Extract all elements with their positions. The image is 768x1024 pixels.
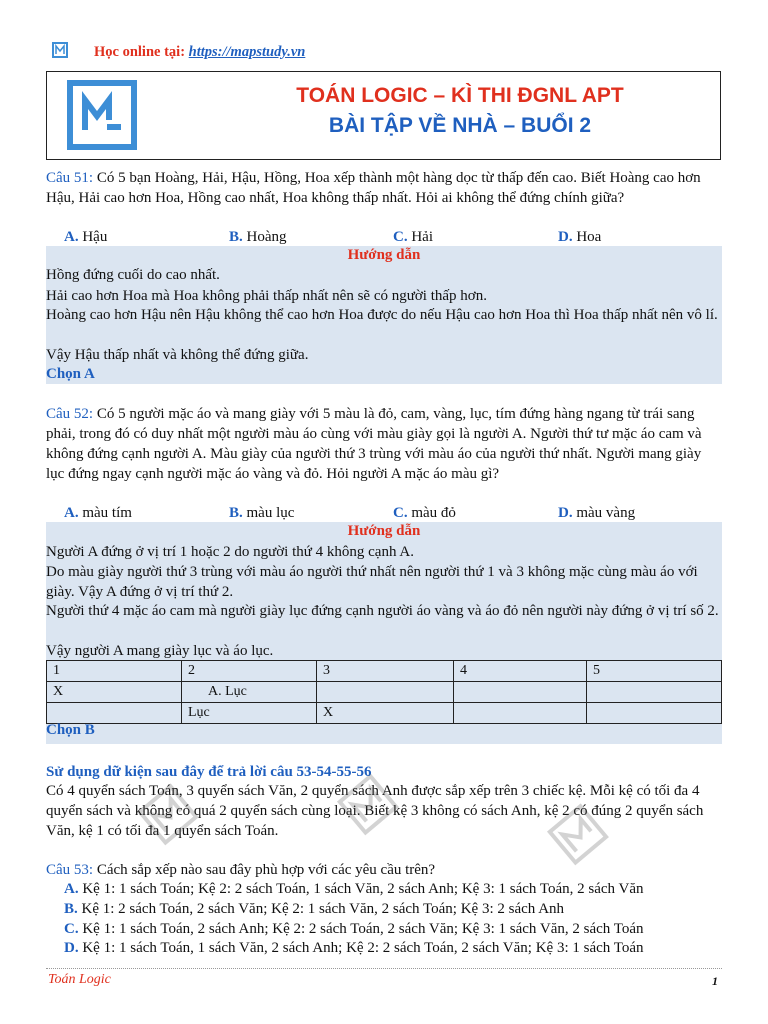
- guide-line: Người A đứng ở vị trí 1 hoặc 2 do người thứ 4 không cạnh A.: [46, 544, 414, 560]
- watermark-logo-icon: [330, 760, 420, 855]
- data-block-title: Sử dụng dữ kiện sau đây để trả lời câu 53-54-55-56: [46, 764, 372, 780]
- option-d: D. màu vàng: [558, 505, 636, 521]
- guide-title: Hướng dẫn: [347, 523, 421, 539]
- header-prefix: Học online tại:: [94, 44, 189, 60]
- mapstudy-logo-icon: [52, 42, 90, 62]
- data-block-text: Có 4 quyển sách Toán, 3 quyển sách Văn, 2 quyển sách Anh được sắp xếp trên 3 chiếc kệ. Mỗi kệ có tối đa 4 quyển sách và không có quá 2 quyển sách cùng loại. Biết kệ 3 không có sách Anh, kệ 2 có đúng 2 quyển sách Văn, kệ 1 có tối đa 1 quyển sách Toán.: [46, 783, 704, 839]
- page-number: 1: [712, 974, 718, 988]
- question-label: Câu 51:: [46, 170, 94, 186]
- table-cell: [586, 682, 721, 703]
- option-c: C. màu đỏ: [393, 505, 456, 521]
- header-bar: [94, 44, 305, 61]
- guide-line: Vậy người A mang giày lục và áo lục.: [46, 643, 274, 659]
- question-52: [46, 404, 722, 484]
- question-text: Có 5 bạn Hoàng, Hải, Hậu, Hồng, Hoa xếp thành một hàng dọc từ thấp đến cao. Biết Hoàng cao hơn Hậu, Hải cao hơn Hoa, Hồng cao nhất, Hoa không thấp nhất. Hỏi ai không thể đứng chính giữa?: [46, 170, 701, 206]
- guide-line: Hải cao hơn Hoa mà Hoa không phải thấp nhất nên sẽ có người thấp hơn.: [46, 288, 487, 304]
- table-cell: 3: [317, 661, 454, 682]
- table-cell: 2: [182, 661, 317, 682]
- answer-choice: Chọn B: [46, 722, 95, 738]
- question-51: [46, 168, 722, 208]
- table-cell: 4: [454, 661, 587, 682]
- table-cell: A. Lục: [182, 682, 317, 703]
- question-label: Câu 52:: [46, 406, 94, 422]
- table-row: [47, 682, 722, 703]
- option-b: B. Kệ 1: 2 sách Toán, 2 sách Văn; Kệ 2: 1 sách Văn, 2 sách Toán; Kệ 3: 2 sách Anh: [64, 901, 565, 917]
- watermark-logo-icon: [540, 790, 630, 885]
- answer-choice: Chọn A: [46, 366, 95, 382]
- question-label: Câu 53:: [46, 862, 94, 878]
- watermark-logo-icon: [130, 770, 220, 865]
- header-url-link[interactable]: https://mapstudy.vn: [188, 44, 306, 60]
- table-cell: [454, 703, 587, 724]
- question-text: Có 5 người mặc áo và mang giày với 5 màu là đỏ, cam, vàng, lục, tím đứng hàng ngang từ trái sang phải, trong đó có duy nhất một người màu áo cùng với màu giày gọi là người A. Người thứ tư mặc áo cam và không đứng cạnh người A. Màu giày của người thứ 3 trùng với màu áo của người thứ nhất. Người mang giày lục đứng ngay cạnh người mặc áo vàng và đỏ. Hỏi người A mặc áo màu gì?: [46, 406, 702, 482]
- table-cell: 1: [47, 661, 182, 682]
- option-d: D. Kệ 1: 1 sách Toán, 1 sách Văn, 2 sách Anh; Kệ 2: 2 sách Toán, 2 sách Văn; Kệ 3: 1 sách Toán: [64, 940, 644, 956]
- question-text: Cách sắp xếp nào sau đây phù hợp với các yêu cầu trên?: [93, 862, 436, 878]
- position-table: [46, 660, 722, 724]
- table-cell: [317, 682, 454, 703]
- guide-line: Hồng đứng cuối do cao nhất.: [46, 267, 220, 283]
- option-b: B. màu lục: [229, 505, 295, 521]
- option-c: C. Kệ 1: 1 sách Toán, 2 sách Anh; Kệ 2: 2 sách Toán, 2 sách Văn; Kệ 3: 1 sách Văn, 2 sách Toán: [64, 921, 644, 937]
- footer-divider: [46, 968, 722, 969]
- table-cell: X: [47, 682, 182, 703]
- footer-label: Toán Logic: [48, 972, 111, 987]
- option-b: B. Hoàng: [229, 229, 287, 245]
- table-row: [47, 661, 722, 682]
- page-title: TOÁN LOGIC – KÌ THI ĐGNL APT: [296, 84, 624, 107]
- option-d: D. Hoa: [558, 229, 602, 245]
- table-cell: 5: [586, 661, 721, 682]
- table-cell: [47, 703, 182, 724]
- table-cell: Lục: [182, 703, 317, 724]
- m-logo-icon: [67, 80, 137, 150]
- option-a: A. màu tím: [64, 505, 132, 521]
- guide-line: Người thứ 4 mặc áo cam mà người giày lục đứng cạnh người áo vàng và áo đỏ nên người này đứng ở vị trí số 2.: [46, 603, 719, 619]
- guide-line: Do màu giày người thứ 3 trùng với màu áo người thứ nhất nên người thứ 1 và 3 không mặc cùng màu áo với giày. Vậy A đứng ở vị trí thứ 2.: [46, 564, 698, 600]
- guide-line: Hoàng cao hơn Hậu nên Hậu không thể cao hơn Hoa được do nếu Hậu cao hơn Hoa thì Hoa thấp nhất nên vô lí.: [46, 307, 718, 323]
- guide-title: Hướng dẫn: [347, 247, 421, 263]
- table-row: [47, 703, 722, 724]
- table-cell: [586, 703, 721, 724]
- table-cell: [454, 682, 587, 703]
- option-a: A. Kệ 1: 1 sách Toán; Kệ 2: 2 sách Toán, 1 sách Văn, 2 sách Anh; Kệ 3: 1 sách Toán, 2 sách Văn: [64, 881, 644, 897]
- option-a: A. Hậu: [64, 229, 108, 245]
- table-cell: X: [317, 703, 454, 724]
- option-c: C. Hải: [393, 229, 434, 245]
- page-subtitle: BÀI TẬP VỀ NHÀ – BUỔI 2: [328, 114, 592, 137]
- guide-line: Vậy Hậu thấp nhất và không thể đứng giữa.: [46, 347, 309, 363]
